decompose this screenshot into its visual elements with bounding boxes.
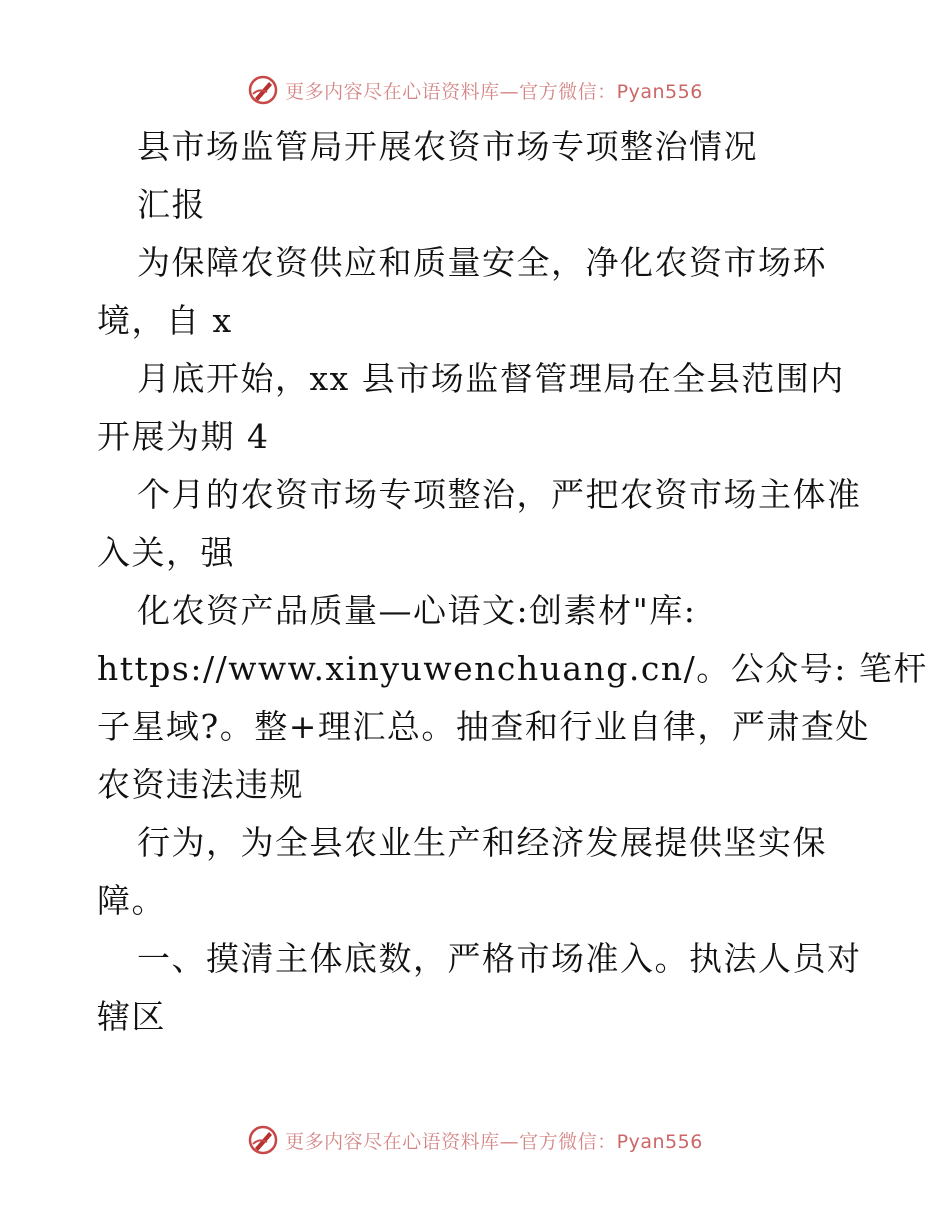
paragraph-line: 障。	[97, 881, 166, 920]
section-heading-line: 一、摸清主体底数，严格市场准入。执法人员对	[137, 939, 862, 978]
paragraph-line: 开展为期 4	[97, 417, 270, 456]
paragraph-line: 农资违法违规	[97, 765, 304, 804]
wechat-handle: Pyan556	[616, 80, 703, 103]
quill-logo-icon	[247, 74, 279, 106]
doc-title-line-2: 汇报	[137, 185, 206, 224]
wechat-handle: Pyan556	[616, 1130, 703, 1153]
doc-title-line-1: 县市场监管局开展农资市场专项整治情况	[137, 127, 758, 166]
paragraph-line: 境，自 x	[97, 301, 233, 340]
quill-logo-icon	[247, 1124, 279, 1156]
footer-watermark	[0, 1120, 950, 1160]
watermark-text: 更多内容尽在心语资料库—官方微信：Pyan556	[285, 1130, 703, 1153]
paragraph-line-url: https://www.xinyuwenchuang.cn/。公众号: 笔杆	[97, 649, 928, 688]
paragraph-line: 个月的农资市场专项整治，严把农资市场主体准	[137, 475, 862, 514]
paragraph-line: 化农资产品质量—心语文:创素材"库:	[137, 591, 697, 630]
paragraph-line: 月底开始，xx 县市场监督管理局在全县范围内	[137, 359, 845, 398]
document-body	[97, 118, 928, 1046]
header-watermark	[0, 70, 950, 110]
paragraph-line: 子星域?。整+理汇总。抽查和行业自律，严肃查处	[97, 707, 870, 746]
watermark-text: 更多内容尽在心语资料库—官方微信：Pyan556	[285, 80, 703, 103]
paragraph-line: 入关，强	[97, 533, 235, 572]
paragraph-line: 为保障农资供应和质量安全，净化农资市场环	[137, 243, 827, 282]
paragraph-line: 行为，为全县农业生产和经济发展提供坚实保	[137, 823, 827, 862]
paragraph-line: 辖区	[97, 997, 166, 1036]
